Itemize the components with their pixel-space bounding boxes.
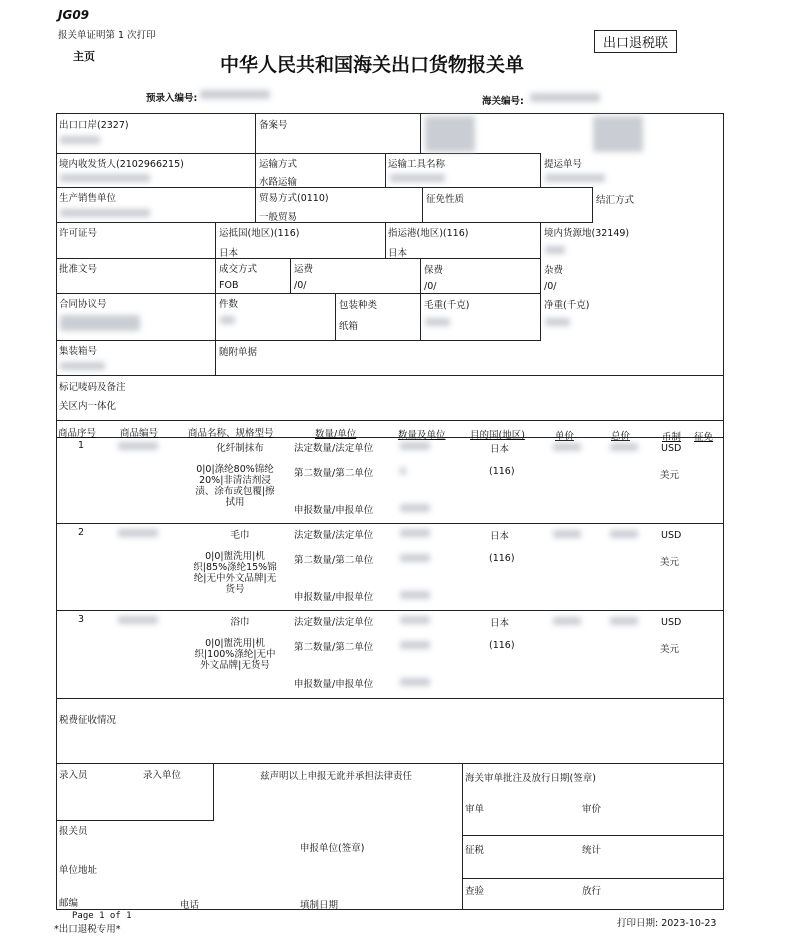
redacted: [545, 174, 605, 182]
container-no-label: 集装箱号: [59, 346, 98, 357]
trade-mode-value: 一般贸易: [259, 212, 298, 223]
item-spec: 0|0|盥洗用|机织|85%涤纶15%锦纶|无中外文品牌|无货号: [193, 551, 277, 595]
item-country: 日本: [490, 531, 510, 542]
page-number: Page 1 of 1: [72, 911, 132, 921]
stats-label: 统计: [582, 845, 602, 856]
item-country: 日本: [490, 444, 510, 455]
redacted: [60, 362, 105, 370]
deal-mode-value: FOB: [219, 280, 239, 291]
entry-clerk-label: 录入员: [59, 770, 88, 781]
copy-label: 出口退税联: [594, 30, 677, 53]
redacted: [60, 209, 150, 217]
trade-mode-label: 贸易方式(0110): [259, 193, 329, 204]
broker-label: 报关员: [59, 826, 88, 837]
print-note: 报关单证明第 1 次打印: [58, 30, 156, 41]
postcode-label: 邮编: [59, 898, 79, 909]
misc-value: /0/: [544, 281, 557, 292]
redacted: [400, 504, 430, 512]
redacted: [60, 136, 100, 144]
item-name: 毛巾: [230, 530, 250, 541]
col-seq: 商品序号: [58, 428, 97, 439]
qty-label: 法定数量/法定单位: [294, 617, 374, 628]
col-currency: 币制: [662, 432, 682, 443]
deal-mode-label: 成交方式: [219, 264, 258, 275]
bill-no-label: 提运单号: [544, 159, 583, 170]
fill-date-label: 填制日期: [300, 900, 339, 911]
contract-no-label: 合同协议号: [59, 299, 107, 310]
qty-label: 申报数量/申报单位: [294, 505, 374, 516]
item-seq: 1: [78, 440, 85, 451]
qty-label: 第二数量/第二单位: [294, 555, 374, 566]
redacted: [610, 617, 638, 625]
redacted: [220, 316, 235, 324]
levy-label: 征税: [465, 845, 485, 856]
redacted: [60, 174, 150, 182]
source-place-label: 境内货源地(32149): [544, 228, 630, 239]
item-currency: 美元: [660, 557, 680, 568]
redacted: [610, 443, 638, 451]
item-currency-code: USD: [661, 617, 682, 628]
redacted: [400, 467, 406, 475]
item-seq: 2: [78, 527, 85, 538]
price-review-label: 审价: [582, 804, 602, 815]
redacted: [400, 529, 430, 537]
item-currency: 美元: [660, 644, 680, 655]
dest-port-value: 日本: [388, 248, 408, 259]
entry-unit-label: 录入单位: [143, 770, 182, 781]
qty-label: 申报数量/申报单位: [294, 592, 374, 603]
qty-label: 第二数量/第二单位: [294, 468, 374, 479]
col-qty-unit: 数量/单位: [315, 429, 357, 440]
item-currency-code: USD: [661, 443, 682, 454]
item-seq: 3: [78, 614, 85, 625]
pre-entry-label: 预录入编号:: [146, 93, 198, 104]
dest-port-label: 指运港(地区)(116): [388, 228, 469, 239]
marks-label: 标记唛码及备注: [59, 382, 126, 393]
redacted: [390, 174, 445, 182]
redacted: [610, 530, 638, 538]
qty-label: 申报数量/申报单位: [294, 679, 374, 690]
declaration-text: 兹声明以上申报无讹并承担法律责任: [260, 771, 413, 782]
item-currency-code: USD: [661, 530, 682, 541]
redacted: [118, 616, 158, 624]
phone-label: 电话: [180, 900, 200, 911]
package-type-value: 纸箱: [339, 321, 359, 332]
inspection-label: 查验: [465, 886, 485, 897]
net-weight-label: 净重(千克): [544, 300, 590, 311]
col-total: 总价: [611, 431, 631, 442]
item-spec: 0|0|盥洗用|机织|100%涤纶|无中外文品牌|无货号: [194, 638, 276, 671]
redacted: [425, 116, 475, 152]
producer-label: 生产销售单位: [59, 193, 117, 204]
col-qty-and-unit: 数量及单位: [398, 430, 446, 441]
freight-value: /0/: [294, 280, 307, 291]
vessel-name-label: 运输工具名称: [388, 159, 446, 170]
transport-mode-label: 运输方式: [259, 159, 298, 170]
redacted: [400, 616, 430, 624]
col-name: 商品名称、规格型号: [188, 428, 274, 439]
settlement-label: 结汇方式: [596, 195, 635, 206]
approval-no-label: 批准文号: [59, 264, 98, 275]
marks-value: 关区内一体化: [59, 401, 117, 412]
customs-approval-label: 海关审单批注及放行日期(签章): [465, 773, 596, 784]
freight-label: 运费: [294, 264, 314, 275]
package-type-label: 包装种类: [339, 300, 378, 311]
item-country-code: (116): [489, 553, 515, 564]
cell: [56, 698, 724, 764]
item-country: 日本: [490, 618, 510, 629]
qty-label: 第二数量/第二单位: [294, 642, 374, 653]
qty-label: 法定数量/法定单位: [294, 530, 374, 541]
form-code: JG09: [58, 8, 90, 22]
col-levy: 征免: [694, 432, 714, 443]
transport-mode-value: 水路运输: [259, 177, 298, 188]
attached-docs-label: 随附单据: [219, 347, 258, 358]
misc-label: 杂费: [544, 265, 564, 276]
redacted: [118, 442, 158, 450]
redacted: [530, 93, 600, 102]
redacted: [593, 116, 643, 152]
redacted: [553, 530, 581, 538]
col-code: 商品编号: [120, 428, 159, 439]
redacted: [118, 529, 158, 537]
redacted: [400, 591, 430, 599]
redacted: [545, 318, 570, 326]
item-country-code: (116): [489, 466, 515, 477]
redacted: [553, 617, 581, 625]
item-currency: 美元: [660, 470, 680, 481]
tax-label: 税费征收情况: [59, 715, 117, 726]
packages-label: 件数: [219, 299, 239, 310]
redacted: [400, 554, 430, 562]
item-country-code: (116): [489, 640, 515, 651]
gross-weight-label: 毛重(千克): [424, 300, 470, 311]
dest-country-value: 日本: [219, 248, 239, 259]
redacted: [425, 318, 450, 326]
insurance-value: /0/: [424, 281, 437, 292]
col-unit-price: 单价: [555, 431, 575, 442]
home-label: 主页: [73, 50, 95, 63]
col-dest: 目的国(地区): [470, 430, 525, 441]
customs-no-label: 海关编号:: [482, 96, 524, 107]
redacted: [545, 246, 565, 254]
item-name: 浴巾: [230, 617, 250, 628]
item-spec: 0|0|涤纶80%锦纶20%|非清洁剂浸渍、涂布或包覆|擦拭用: [195, 464, 275, 508]
qty-label: 法定数量/法定单位: [294, 443, 374, 454]
insurance-label: 保费: [424, 265, 444, 276]
export-port-label: 出口口岸(2327): [59, 120, 129, 131]
license-label: 许可证号: [59, 228, 98, 239]
redacted: [553, 443, 581, 451]
page-title: 中华人民共和国海关出口货物报关单: [220, 54, 525, 76]
address-label: 单位地址: [59, 865, 98, 876]
redacted: [60, 315, 140, 331]
declarant-unit-label: 申报单位(签章): [300, 843, 365, 854]
cell: [56, 375, 724, 421]
redacted: [200, 90, 270, 99]
record-no-label: 备案号: [259, 120, 288, 131]
redacted: [400, 442, 430, 450]
print-date: 打印日期: 2023-10-23: [617, 918, 717, 929]
release-label: 放行: [582, 886, 602, 897]
special-use-note: *出口退税专用*: [54, 924, 121, 935]
dest-country-label: 运抵国(地区)(116): [219, 228, 300, 239]
levy-nature-label: 征免性质: [426, 194, 465, 205]
consignor-label: 境内收发货人(2102966215): [59, 159, 184, 170]
review-label: 审单: [465, 804, 485, 815]
item-name: 化纤制抹布: [216, 443, 264, 454]
redacted: [400, 641, 430, 649]
redacted: [400, 678, 430, 686]
